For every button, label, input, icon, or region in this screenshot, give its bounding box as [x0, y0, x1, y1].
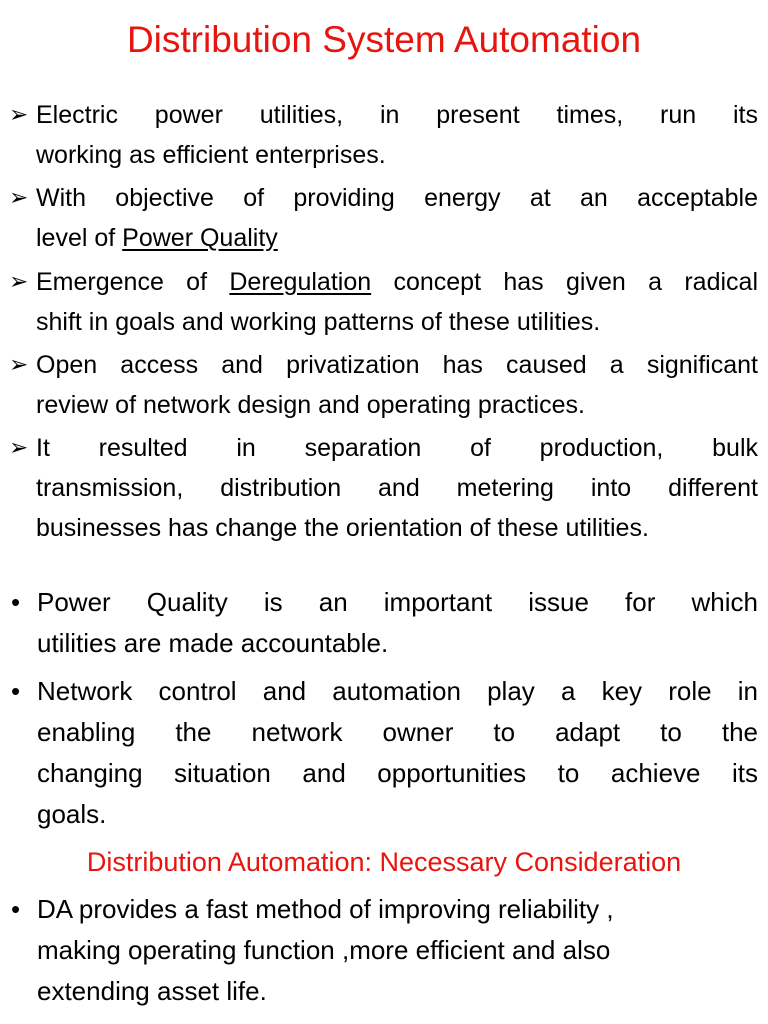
text-line: transmission, distribution and metering into different	[36, 474, 758, 502]
text-line: making operating function ,more efficient and also	[37, 935, 611, 965]
text-line: Network control and automation play a key role in	[37, 676, 758, 706]
text-line: businesses has change the orientation of these utilities.	[36, 514, 649, 542]
text-fragment: concept has given a radical	[371, 268, 758, 296]
dot-bullet-icon: •	[11, 894, 21, 924]
text-line: DA provides a fast method of improving reliability ,	[37, 894, 614, 924]
bullet-text	[36, 262, 758, 342]
text-line: enabling the network owner to adapt to the	[37, 717, 758, 747]
underlined-term-deregulation: Deregulation	[229, 268, 372, 296]
bullet-text	[36, 345, 758, 425]
text-line: Open access and privatization has caused a significant	[36, 351, 758, 379]
dot-bullet-icon: •	[11, 587, 21, 617]
text-line: changing situation and opportunities to achieve its	[37, 758, 758, 788]
bullet-text	[37, 582, 758, 664]
arrow-bullet-icon: ➢	[9, 102, 29, 128]
text-line	[36, 218, 758, 258]
bullet-text	[36, 428, 758, 548]
text-line: With objective of providing energy at an acceptable	[36, 184, 758, 212]
arrow-bullet-icon: ➢	[9, 352, 29, 378]
text-line	[36, 262, 758, 302]
text-fragment: level of	[36, 224, 123, 252]
text-line: It resulted in separation of production, bulk	[36, 434, 758, 462]
section-subheading: Distribution Automation: Necessary Consideration	[86, 847, 682, 877]
text-line: extending asset life.	[37, 976, 267, 1006]
dot-bullet-icon: •	[11, 676, 21, 706]
text-line: utilities are made accountable.	[37, 628, 389, 658]
text-line: Electric power utilities, in present times, run its	[36, 101, 758, 129]
text-fragment: Emergence of	[36, 268, 230, 296]
arrow-bullet-icon: ➢	[9, 269, 29, 295]
bullet-text	[37, 889, 758, 1012]
arrow-bullet-icon: ➢	[9, 185, 29, 211]
text-line: Power Quality is an important issue for which	[37, 587, 758, 617]
bullet-text	[37, 671, 758, 835]
text-line: goals.	[37, 799, 107, 829]
slide-title: Distribution System Automation	[126, 19, 642, 60]
bullet-text	[36, 95, 758, 175]
text-line: working as efficient enterprises.	[36, 141, 386, 169]
text-line: review of network design and operating practices.	[36, 391, 585, 419]
text-line: shift in goals and working patterns of these utilities.	[36, 308, 601, 336]
bullet-text	[36, 178, 758, 258]
arrow-bullet-icon: ➢	[9, 435, 29, 461]
underlined-term-power-quality: Power Quality	[122, 224, 278, 252]
